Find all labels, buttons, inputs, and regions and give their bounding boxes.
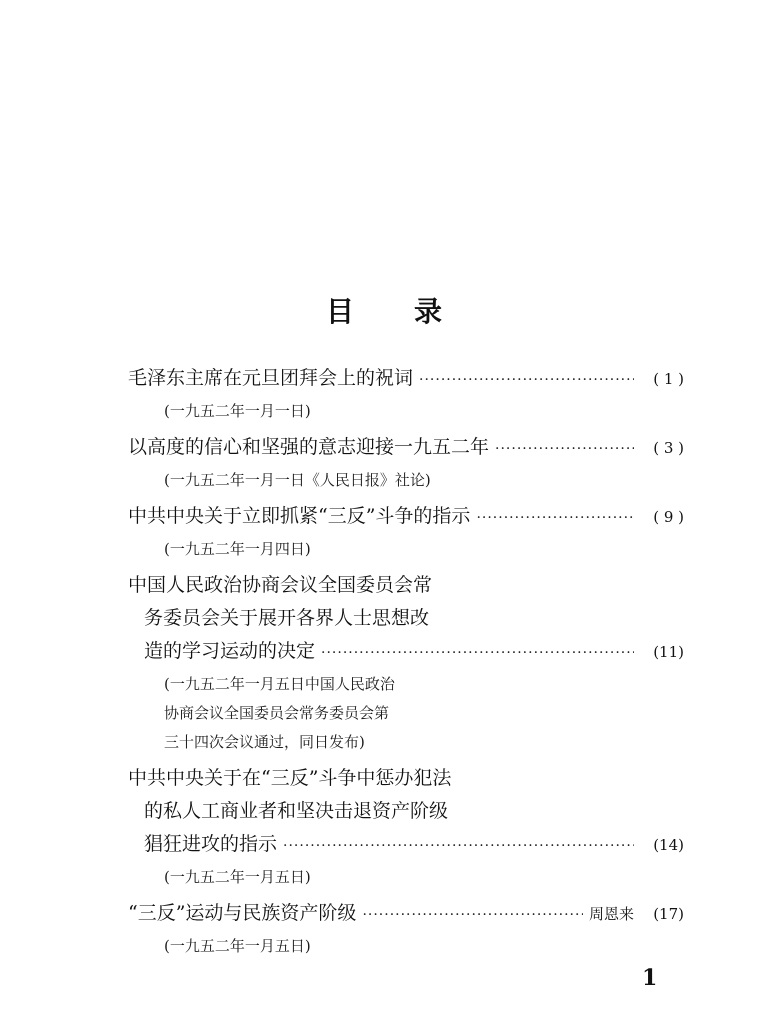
toc-entry	[128, 500, 684, 564]
toc-entry-page: (17)	[653, 905, 684, 923]
toc-entry-title-line	[128, 602, 684, 635]
toc-entry-page: ( 9 )	[653, 508, 684, 526]
dot-leader	[362, 899, 583, 932]
toc-entry-title: 中共中央关于在“三反”斗争中惩办犯法	[128, 767, 452, 789]
toc-entry-note: (一九五二年一月五日)	[164, 868, 311, 886]
table-of-contents	[128, 362, 684, 966]
toc-entry-title: 的私人工商业者和坚决击退资产阶级	[144, 800, 449, 822]
toc-entry-title-line	[128, 762, 684, 795]
toc-entry-note: (一九五二年一月四日)	[164, 540, 311, 558]
toc-entry	[128, 362, 684, 426]
toc-entry-note: 三十四次会议通过，同日发布)	[164, 733, 365, 751]
toc-entry-title: 毛泽东主席在元旦团拜会上的祝词	[128, 367, 414, 389]
toc-entry-title: “三反”运动与民族资产阶级	[128, 902, 357, 924]
dot-leader	[321, 637, 634, 670]
toc-entry-page: (11)	[653, 643, 684, 661]
toc-entry-note: 协商会议全国委员会常务委员会第	[164, 704, 390, 722]
page-title: 目录	[325, 295, 502, 328]
toc-entry-title-line	[128, 795, 684, 828]
toc-entry-page: (14)	[653, 836, 684, 854]
toc-entry-title: 猖狂进攻的指示	[144, 833, 278, 855]
toc-entry-note: (一九五二年一月一日《人民日报》社论)	[164, 471, 431, 489]
toc-entry-title-line	[128, 500, 684, 535]
toc-entry-author: 周恩来	[588, 905, 634, 923]
toc-entry-title-line	[128, 362, 684, 397]
toc-entry-title: 中共中央关于立即抓紧“三反”斗争的指示	[128, 505, 471, 527]
toc-entry	[128, 431, 684, 495]
dot-leader	[419, 364, 634, 397]
dot-leader	[283, 830, 634, 863]
toc-entry	[128, 897, 684, 961]
toc-entry-title-line	[128, 828, 684, 863]
toc-entry-title: 以高度的信心和坚强的意志迎接一九五二年	[128, 436, 490, 458]
toc-entry-title: 务委员会关于展开各界人士思想改	[144, 607, 430, 629]
toc-entry-title-line	[128, 635, 684, 670]
toc-entry-title-line	[128, 431, 684, 466]
toc-entry-page: ( 3 )	[653, 439, 684, 457]
toc-entry-note: (一九五二年一月五日中国人民政治	[164, 675, 395, 693]
toc-entry	[128, 569, 684, 757]
page-number: 1	[642, 965, 658, 991]
toc-entry	[128, 762, 684, 892]
toc-entry-note: (一九五二年一月五日)	[164, 937, 311, 955]
toc-entry-note: (一九五二年一月一日)	[164, 402, 311, 420]
dot-leader	[476, 502, 634, 535]
dot-leader	[495, 433, 634, 466]
toc-entry-title: 中国人民政治协商会议全国委员会常	[128, 574, 433, 596]
toc-entry-title: 造的学习运动的决定	[144, 640, 316, 662]
toc-entry-title-line	[128, 569, 684, 602]
toc-entry-page: ( 1 )	[653, 370, 684, 388]
toc-entry-title-line	[128, 897, 684, 932]
